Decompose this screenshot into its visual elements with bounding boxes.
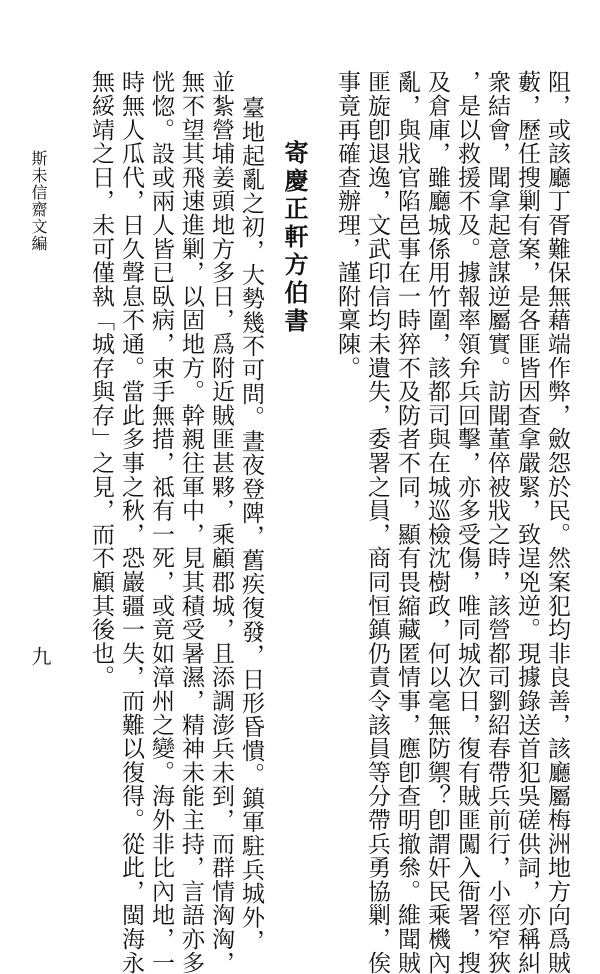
letter-column-3: 無不望其飛速進剿，以固地方。幹親往軍中，見其積受暑濕，精神未能主持，言語亦多 — [178, 70, 204, 974]
page-number: 九 — [28, 646, 52, 666]
text-column-4: ，是以救援不及。據報率領弁兵回擊，亦多受傷，唯同城次日，復有賊匪闖入衙署，搜 — [454, 70, 480, 974]
text-column-8: 事竟再確查辦理，謹附稟陳。 — [334, 70, 360, 380]
letter-column-1: 臺地起亂之初，大勢幾不可問。晝夜登陴，舊疾復發，日形昏憒。鎮軍駐兵城外， — [238, 96, 264, 953]
letter-column-4: 恍惚。設或兩人皆已臥病，束手無措，祗有一死，或竟如漳州之變。海外非比內地，一 — [148, 70, 174, 974]
letter-column-2: 並紮營埔姜頭地方多日，爲附近賊匪甚夥，乘顧郡城，且添調澎兵未到，而群情洶洶， — [208, 70, 234, 974]
text-column-3: 衆結會，聞拿起意謀逆屬實。訪聞董倅被戕之時，該營都司劉紹春帶兵前行，小徑窄狹 — [484, 70, 510, 974]
running-head: 斯未信齋文編 — [29, 150, 48, 252]
letter-column-5: 時無人瓜代，日久聲息不通。當此多事之秋，恐巖疆一失，而難以復得。從此，閩海永 — [118, 70, 144, 974]
text-column-7: 匪旋卽退逸，文武印信均未遺失，委署之員，商同恒鎮仍責令該員等分帶兵勇協剿，俟 — [364, 70, 390, 974]
text-column-5: 及倉庫，雖廳城係用竹圍，該都司與在城巡檢沈樹政，何以毫無防禦？卽謂奸民乘機內 — [424, 70, 450, 974]
text-column-2: 藪，歷任搜剿有案，是各匪皆因查拿嚴緊，致逞兇逆。現據錄送首犯吳磋供詞，亦稱糾 — [514, 70, 540, 974]
text-column-1: 阻，或該廳丁胥難保無藉端作弊，斂怨於民。然案犯均非良善，該廳屬梅洲地方向爲賊 — [544, 70, 570, 974]
letter-column-6: 無綏靖之日，未可僅執「城存與存」之見，而不顧其後也。 — [88, 70, 114, 689]
text-column-6: 亂，與戕官陷邑事在一時猝不及防者不同，顯有畏縮藏匿情事，應卽查明撤叅。維聞賊 — [394, 70, 420, 974]
letter-title: 寄慶正軒方伯書 — [280, 140, 309, 336]
